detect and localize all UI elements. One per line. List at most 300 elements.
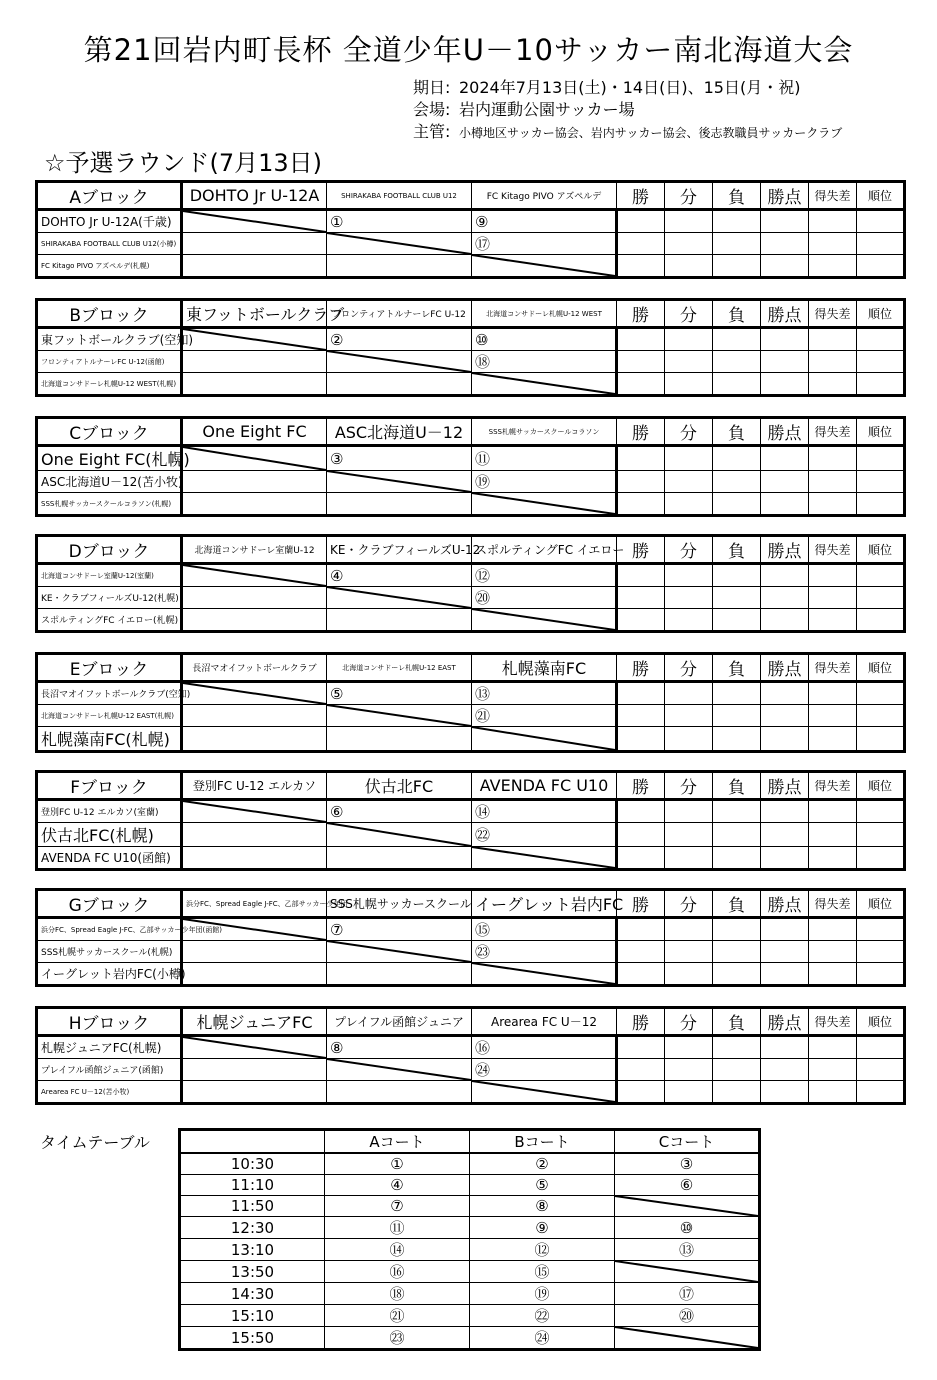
stat-cell bbox=[713, 1081, 761, 1104]
stat-cell bbox=[809, 564, 857, 587]
timetable bbox=[178, 1128, 761, 1351]
court-c-match: ⑩ bbox=[615, 1217, 760, 1239]
diagonal-slash bbox=[472, 1081, 615, 1102]
team-column-header: 東フットボールクラブ bbox=[182, 300, 327, 328]
stat-cell bbox=[617, 1081, 665, 1104]
stat-cell bbox=[617, 1059, 665, 1081]
stat-cell bbox=[713, 705, 761, 727]
stat-cell bbox=[761, 727, 809, 752]
timetable-row bbox=[180, 1305, 760, 1327]
stat-cell bbox=[713, 682, 761, 705]
team-row-name: 北海道コンサドーレ札幌U-12 WEST(札幌) bbox=[37, 373, 182, 396]
match-number: ㉒ bbox=[472, 823, 617, 847]
time-cell: 13:50 bbox=[180, 1261, 325, 1283]
timetable-row bbox=[180, 1217, 760, 1239]
timetable-row bbox=[180, 1261, 760, 1283]
self-match-cell bbox=[327, 471, 472, 493]
match-number: ⑧ bbox=[327, 1036, 472, 1059]
stat-cell bbox=[761, 471, 809, 493]
self-match-cell bbox=[182, 210, 327, 233]
court-b-match: ㉔ bbox=[470, 1327, 615, 1350]
court-a-match: ⑦ bbox=[325, 1196, 470, 1217]
diagonal-slash bbox=[183, 447, 326, 470]
stat-cell bbox=[617, 941, 665, 963]
stat-header: 勝点 bbox=[761, 536, 809, 564]
stat-cell bbox=[857, 609, 905, 632]
court-c-empty bbox=[615, 1327, 760, 1350]
stat-cell bbox=[809, 1081, 857, 1104]
team-row-name: プレイフル函館ジュニア(函館) bbox=[37, 1059, 182, 1081]
result-cell bbox=[327, 963, 472, 986]
team-row-name: 登別FC U-12 エルカソ(室蘭) bbox=[37, 800, 182, 823]
stat-cell bbox=[761, 233, 809, 255]
stat-cell bbox=[857, 373, 905, 396]
stat-cell bbox=[761, 255, 809, 278]
team-row-name: 札幌藻南FC(札幌) bbox=[37, 727, 182, 752]
team-column-header: One Eight FC bbox=[182, 418, 327, 446]
stat-header: 勝点 bbox=[761, 772, 809, 800]
time-cell: 13:10 bbox=[180, 1239, 325, 1261]
stat-cell bbox=[809, 918, 857, 941]
stat-cell bbox=[857, 1059, 905, 1081]
team-column-header: FC Kitago PIVO アズペルデ bbox=[472, 182, 617, 210]
stat-cell bbox=[617, 918, 665, 941]
stat-cell bbox=[617, 705, 665, 727]
court-b-match: ㉒ bbox=[470, 1305, 615, 1327]
diagonal-slash bbox=[327, 705, 471, 726]
self-match-cell bbox=[327, 941, 472, 963]
team-row-name: 伏古北FC(札幌) bbox=[37, 823, 182, 847]
match-number: ⑭ bbox=[472, 800, 617, 823]
court-c-match: ⑰ bbox=[615, 1283, 760, 1305]
stat-cell bbox=[713, 587, 761, 609]
stat-header: 順位 bbox=[857, 536, 905, 564]
stat-cell bbox=[713, 727, 761, 752]
diagonal-slash bbox=[327, 471, 471, 492]
result-cell bbox=[327, 493, 472, 516]
team-row-name: AVENDA FC U10(函館) bbox=[37, 847, 182, 870]
court-header: Bコート bbox=[470, 1130, 615, 1154]
stat-cell bbox=[665, 1059, 713, 1081]
match-number: ⑬ bbox=[472, 682, 617, 705]
stat-header: 得失差 bbox=[809, 182, 857, 210]
stat-cell bbox=[713, 1059, 761, 1081]
stat-header: 得失差 bbox=[809, 536, 857, 564]
stat-header: 得失差 bbox=[809, 300, 857, 328]
stat-cell bbox=[761, 373, 809, 396]
stat-header: 得失差 bbox=[809, 772, 857, 800]
court-b-match: ⑮ bbox=[470, 1261, 615, 1283]
stat-cell bbox=[809, 328, 857, 351]
team-column-header: AVENDA FC U10 bbox=[472, 772, 617, 800]
stat-header: 勝 bbox=[617, 772, 665, 800]
team-row-name: DOHTO Jr U-12A(千歳) bbox=[37, 210, 182, 233]
timetable-row bbox=[180, 1327, 760, 1350]
stat-cell bbox=[617, 233, 665, 255]
stat-cell bbox=[617, 823, 665, 847]
stat-cell bbox=[761, 493, 809, 516]
stat-header: 分 bbox=[665, 536, 713, 564]
stat-header: 勝 bbox=[617, 1008, 665, 1036]
stat-cell bbox=[809, 351, 857, 373]
stat-cell bbox=[857, 727, 905, 752]
diagonal-slash bbox=[183, 1037, 326, 1058]
stat-cell bbox=[761, 963, 809, 986]
result-cell bbox=[182, 963, 327, 986]
block-name: Dブロック bbox=[37, 536, 182, 564]
timetable-row bbox=[180, 1283, 760, 1305]
team-column-header: SSS札幌サッカースクールコラソン bbox=[472, 418, 617, 446]
stat-cell bbox=[809, 705, 857, 727]
block-name: Eブロック bbox=[37, 654, 182, 682]
diagonal-slash bbox=[183, 211, 326, 232]
stat-cell bbox=[809, 800, 857, 823]
self-match-cell bbox=[472, 727, 617, 752]
timetable-row bbox=[180, 1196, 760, 1217]
court-header: Aコート bbox=[325, 1130, 470, 1154]
diagonal-slash bbox=[615, 1196, 758, 1216]
diagonal-slash bbox=[327, 351, 471, 372]
team-column-header: 北海道コンサドーレ室蘭U-12 bbox=[182, 536, 327, 564]
self-match-cell bbox=[472, 373, 617, 396]
stat-cell bbox=[713, 918, 761, 941]
team-column-header: 北海道コンサドーレ札幌U-12 WEST bbox=[472, 300, 617, 328]
info-organizer-value: 小樽地区サッカー協会、岩内サッカー協会、後志教職員サッカークラブ bbox=[459, 126, 843, 140]
stat-cell bbox=[713, 351, 761, 373]
stat-cell bbox=[761, 918, 809, 941]
stat-cell bbox=[761, 446, 809, 471]
stat-cell bbox=[665, 587, 713, 609]
team-row-name: SSS札幌サッカースクールコラソン(札幌) bbox=[37, 493, 182, 516]
stat-cell bbox=[761, 705, 809, 727]
stat-cell bbox=[761, 1036, 809, 1059]
diagonal-slash bbox=[472, 609, 615, 630]
self-match-cell bbox=[472, 847, 617, 870]
stat-cell bbox=[761, 847, 809, 870]
result-cell bbox=[182, 471, 327, 493]
match-number: ② bbox=[327, 328, 472, 351]
court-c-match: ③ bbox=[615, 1153, 760, 1175]
team-column-header: 伏古北FC bbox=[327, 772, 472, 800]
diagonal-slash bbox=[472, 963, 615, 984]
match-number: ㉔ bbox=[472, 1059, 617, 1081]
stat-cell bbox=[713, 471, 761, 493]
stat-header: 分 bbox=[665, 1008, 713, 1036]
match-number: ⑨ bbox=[472, 210, 617, 233]
self-match-cell bbox=[472, 493, 617, 516]
stat-cell bbox=[665, 682, 713, 705]
diagonal-slash bbox=[183, 683, 326, 704]
stat-cell bbox=[809, 682, 857, 705]
stat-cell bbox=[713, 255, 761, 278]
court-a-match: ④ bbox=[325, 1175, 470, 1196]
stat-cell bbox=[665, 233, 713, 255]
stat-cell bbox=[617, 373, 665, 396]
court-b-match: ⑨ bbox=[470, 1217, 615, 1239]
stat-cell bbox=[665, 800, 713, 823]
result-cell bbox=[182, 351, 327, 373]
stat-cell bbox=[713, 609, 761, 632]
team-row-name: One Eight FC(札幌) bbox=[37, 446, 182, 471]
diagonal-slash bbox=[327, 941, 471, 962]
stat-cell bbox=[665, 705, 713, 727]
stat-cell bbox=[665, 210, 713, 233]
stat-cell bbox=[761, 1081, 809, 1104]
stat-header: 勝 bbox=[617, 418, 665, 446]
court-a-match: ⑪ bbox=[325, 1217, 470, 1239]
time-cell: 11:10 bbox=[180, 1175, 325, 1196]
result-cell bbox=[327, 727, 472, 752]
stat-header: 順位 bbox=[857, 890, 905, 918]
diagonal-slash bbox=[327, 587, 471, 608]
stat-cell bbox=[857, 446, 905, 471]
stat-cell bbox=[665, 823, 713, 847]
team-row-name: 北海道コンサドーレ札幌U-12 EAST(札幌) bbox=[37, 705, 182, 727]
stat-cell bbox=[809, 471, 857, 493]
stat-cell bbox=[665, 328, 713, 351]
result-cell bbox=[327, 1081, 472, 1104]
diagonal-slash bbox=[327, 1059, 471, 1080]
stat-cell bbox=[809, 233, 857, 255]
result-cell bbox=[182, 1059, 327, 1081]
result-cell bbox=[327, 609, 472, 632]
stat-cell bbox=[713, 564, 761, 587]
info-venue-value: 岩内運動公園サッカー場 bbox=[459, 100, 635, 119]
timetable-row bbox=[180, 1175, 760, 1196]
team-column-header: Arearea FC U－12 bbox=[472, 1008, 617, 1036]
stat-cell bbox=[761, 587, 809, 609]
stat-cell bbox=[761, 609, 809, 632]
stat-header: 分 bbox=[665, 418, 713, 446]
self-match-cell bbox=[182, 800, 327, 823]
info-date-label: 期日: bbox=[413, 78, 451, 97]
court-c-empty bbox=[615, 1261, 760, 1283]
stat-cell bbox=[809, 587, 857, 609]
time-cell: 14:30 bbox=[180, 1283, 325, 1305]
team-column-header: スポルティングFC イエロー bbox=[472, 536, 617, 564]
stat-cell bbox=[857, 682, 905, 705]
stat-cell bbox=[713, 1036, 761, 1059]
stat-cell bbox=[857, 351, 905, 373]
court-a-match: ① bbox=[325, 1153, 470, 1175]
stat-header: 負 bbox=[713, 890, 761, 918]
stat-header: 得失差 bbox=[809, 1008, 857, 1036]
self-match-cell bbox=[327, 233, 472, 255]
court-header: Cコート bbox=[615, 1130, 760, 1154]
stat-cell bbox=[713, 823, 761, 847]
stat-header: 分 bbox=[665, 300, 713, 328]
stat-cell bbox=[665, 918, 713, 941]
court-b-match: ⑧ bbox=[470, 1196, 615, 1217]
diagonal-slash bbox=[472, 255, 615, 276]
stat-cell bbox=[857, 564, 905, 587]
diagonal-slash bbox=[183, 565, 326, 586]
stat-cell bbox=[617, 210, 665, 233]
timetable-label: タイムテーブル bbox=[40, 1133, 150, 1152]
stat-cell bbox=[713, 233, 761, 255]
stat-cell bbox=[857, 1036, 905, 1059]
time-cell: 12:30 bbox=[180, 1217, 325, 1239]
stat-cell bbox=[857, 963, 905, 986]
self-match-cell bbox=[472, 963, 617, 986]
stat-cell bbox=[761, 351, 809, 373]
stat-header: 得失差 bbox=[809, 654, 857, 682]
stat-cell bbox=[857, 800, 905, 823]
stat-cell bbox=[665, 941, 713, 963]
match-number: ㉓ bbox=[472, 941, 617, 963]
timetable-row bbox=[180, 1239, 760, 1261]
stat-cell bbox=[617, 471, 665, 493]
match-number: ④ bbox=[327, 564, 472, 587]
stat-cell bbox=[761, 682, 809, 705]
diagonal-slash bbox=[183, 919, 326, 940]
match-number: ⑰ bbox=[472, 233, 617, 255]
page-title: 第21回岩内町長杯 全道少年U－10サッカー南北海道大会 bbox=[83, 33, 854, 67]
stat-header: 順位 bbox=[857, 1008, 905, 1036]
timetable-row bbox=[180, 1153, 760, 1175]
team-column-header: イーグレット岩内FC bbox=[472, 890, 617, 918]
diagonal-slash bbox=[183, 329, 326, 350]
team-column-header: 札幌藻南FC bbox=[472, 654, 617, 682]
team-column-header: KE・クラブフィールズU-12 bbox=[327, 536, 472, 564]
stat-cell bbox=[857, 705, 905, 727]
stat-cell bbox=[857, 328, 905, 351]
result-cell bbox=[182, 493, 327, 516]
stat-cell bbox=[809, 847, 857, 870]
result-cell bbox=[182, 233, 327, 255]
stat-cell bbox=[617, 587, 665, 609]
stat-cell bbox=[761, 210, 809, 233]
team-row-name: 北海道コンサドーレ室蘭U-12(室蘭) bbox=[37, 564, 182, 587]
diagonal-slash bbox=[472, 493, 615, 514]
stat-cell bbox=[665, 1036, 713, 1059]
stat-header: 負 bbox=[713, 1008, 761, 1036]
stat-header: 分 bbox=[665, 654, 713, 682]
stat-cell bbox=[617, 609, 665, 632]
stat-header: 順位 bbox=[857, 772, 905, 800]
result-cell bbox=[182, 587, 327, 609]
court-b-match: ② bbox=[470, 1153, 615, 1175]
team-column-header: 札幌ジュニアFC bbox=[182, 1008, 327, 1036]
stat-cell bbox=[617, 727, 665, 752]
court-a-match: ㉓ bbox=[325, 1327, 470, 1350]
court-c-match: ⑥ bbox=[615, 1175, 760, 1196]
stat-cell bbox=[857, 847, 905, 870]
team-column-header: 長沼マオイフットボールクラブ bbox=[182, 654, 327, 682]
stat-header: 勝点 bbox=[761, 418, 809, 446]
stat-header: 得失差 bbox=[809, 890, 857, 918]
self-match-cell bbox=[182, 682, 327, 705]
stat-header: 負 bbox=[713, 654, 761, 682]
self-match-cell bbox=[182, 1036, 327, 1059]
diagonal-slash bbox=[472, 373, 615, 394]
match-number: ③ bbox=[327, 446, 472, 471]
match-number: ㉑ bbox=[472, 705, 617, 727]
stat-cell bbox=[809, 373, 857, 396]
block-name: Fブロック bbox=[37, 772, 182, 800]
stat-cell bbox=[617, 255, 665, 278]
self-match-cell bbox=[472, 255, 617, 278]
info-date-value: 2024年7月13日(土)・14日(日)、15日(月・祝) bbox=[459, 78, 801, 97]
stat-cell bbox=[617, 847, 665, 870]
stat-cell bbox=[761, 328, 809, 351]
stat-cell bbox=[713, 328, 761, 351]
team-row-name: Arearea FC U－12(苫小牧) bbox=[37, 1081, 182, 1104]
info-date bbox=[413, 75, 800, 98]
result-cell bbox=[327, 847, 472, 870]
stat-cell bbox=[857, 255, 905, 278]
self-match-cell bbox=[472, 609, 617, 632]
diagonal-slash bbox=[327, 233, 471, 254]
court-c-match: ⑳ bbox=[615, 1305, 760, 1327]
stat-cell bbox=[617, 351, 665, 373]
self-match-cell bbox=[472, 1081, 617, 1104]
match-number: ⑱ bbox=[472, 351, 617, 373]
stat-cell bbox=[713, 493, 761, 516]
team-row-name: 浜分FC、Spread Eagle J-FC、乙部サッカー少年団(函館) bbox=[37, 918, 182, 941]
team-column-header: 登別FC U-12 エルカソ bbox=[182, 772, 327, 800]
court-b-match: ⑫ bbox=[470, 1239, 615, 1261]
team-row-name: フロンティアトルナーレFC U-12(函館) bbox=[37, 351, 182, 373]
team-column-header: DOHTO Jr U-12A bbox=[182, 182, 327, 210]
stat-cell bbox=[665, 609, 713, 632]
match-number: ⑳ bbox=[472, 587, 617, 609]
self-match-cell bbox=[182, 328, 327, 351]
stat-header: 負 bbox=[713, 418, 761, 446]
self-match-cell bbox=[327, 587, 472, 609]
stat-cell bbox=[617, 963, 665, 986]
stat-cell bbox=[761, 823, 809, 847]
team-row-name: 長沼マオイフットボールクラブ(空知) bbox=[37, 682, 182, 705]
stat-cell bbox=[809, 727, 857, 752]
stat-header: 勝点 bbox=[761, 890, 809, 918]
info-venue-label: 会場: bbox=[413, 100, 451, 119]
stat-cell bbox=[857, 493, 905, 516]
stat-header: 勝点 bbox=[761, 654, 809, 682]
self-match-cell bbox=[327, 1059, 472, 1081]
stat-header: 負 bbox=[713, 536, 761, 564]
stat-cell bbox=[713, 800, 761, 823]
team-column-header: 浜分FC、Spread Eagle J-FC、乙部サッカー少年団 bbox=[182, 890, 327, 918]
diagonal-slash bbox=[615, 1261, 758, 1282]
result-cell bbox=[182, 941, 327, 963]
stat-header: 負 bbox=[713, 300, 761, 328]
block-name: Aブロック bbox=[37, 182, 182, 210]
block-table bbox=[35, 180, 906, 279]
match-number: ⑲ bbox=[472, 471, 617, 493]
info-organizer-label: 主管: bbox=[413, 122, 451, 141]
court-a-match: ⑭ bbox=[325, 1239, 470, 1261]
stat-cell bbox=[857, 210, 905, 233]
self-match-cell bbox=[327, 823, 472, 847]
team-column-header: ASC北海道U－12 bbox=[327, 418, 472, 446]
stat-cell bbox=[617, 446, 665, 471]
stat-cell bbox=[761, 941, 809, 963]
block-table bbox=[35, 1006, 906, 1105]
team-row-name: SHIRAKABA FOOTBALL CLUB U12(小樽) bbox=[37, 233, 182, 255]
stat-cell bbox=[665, 373, 713, 396]
time-cell: 11:50 bbox=[180, 1196, 325, 1217]
timetable-corner bbox=[180, 1130, 325, 1154]
result-cell bbox=[182, 609, 327, 632]
match-number: ⑦ bbox=[327, 918, 472, 941]
stat-header: 勝 bbox=[617, 536, 665, 564]
match-number: ⑤ bbox=[327, 682, 472, 705]
stat-cell bbox=[713, 373, 761, 396]
info-organizer bbox=[413, 119, 842, 142]
block-name: Hブロック bbox=[37, 1008, 182, 1036]
stat-cell bbox=[665, 1081, 713, 1104]
